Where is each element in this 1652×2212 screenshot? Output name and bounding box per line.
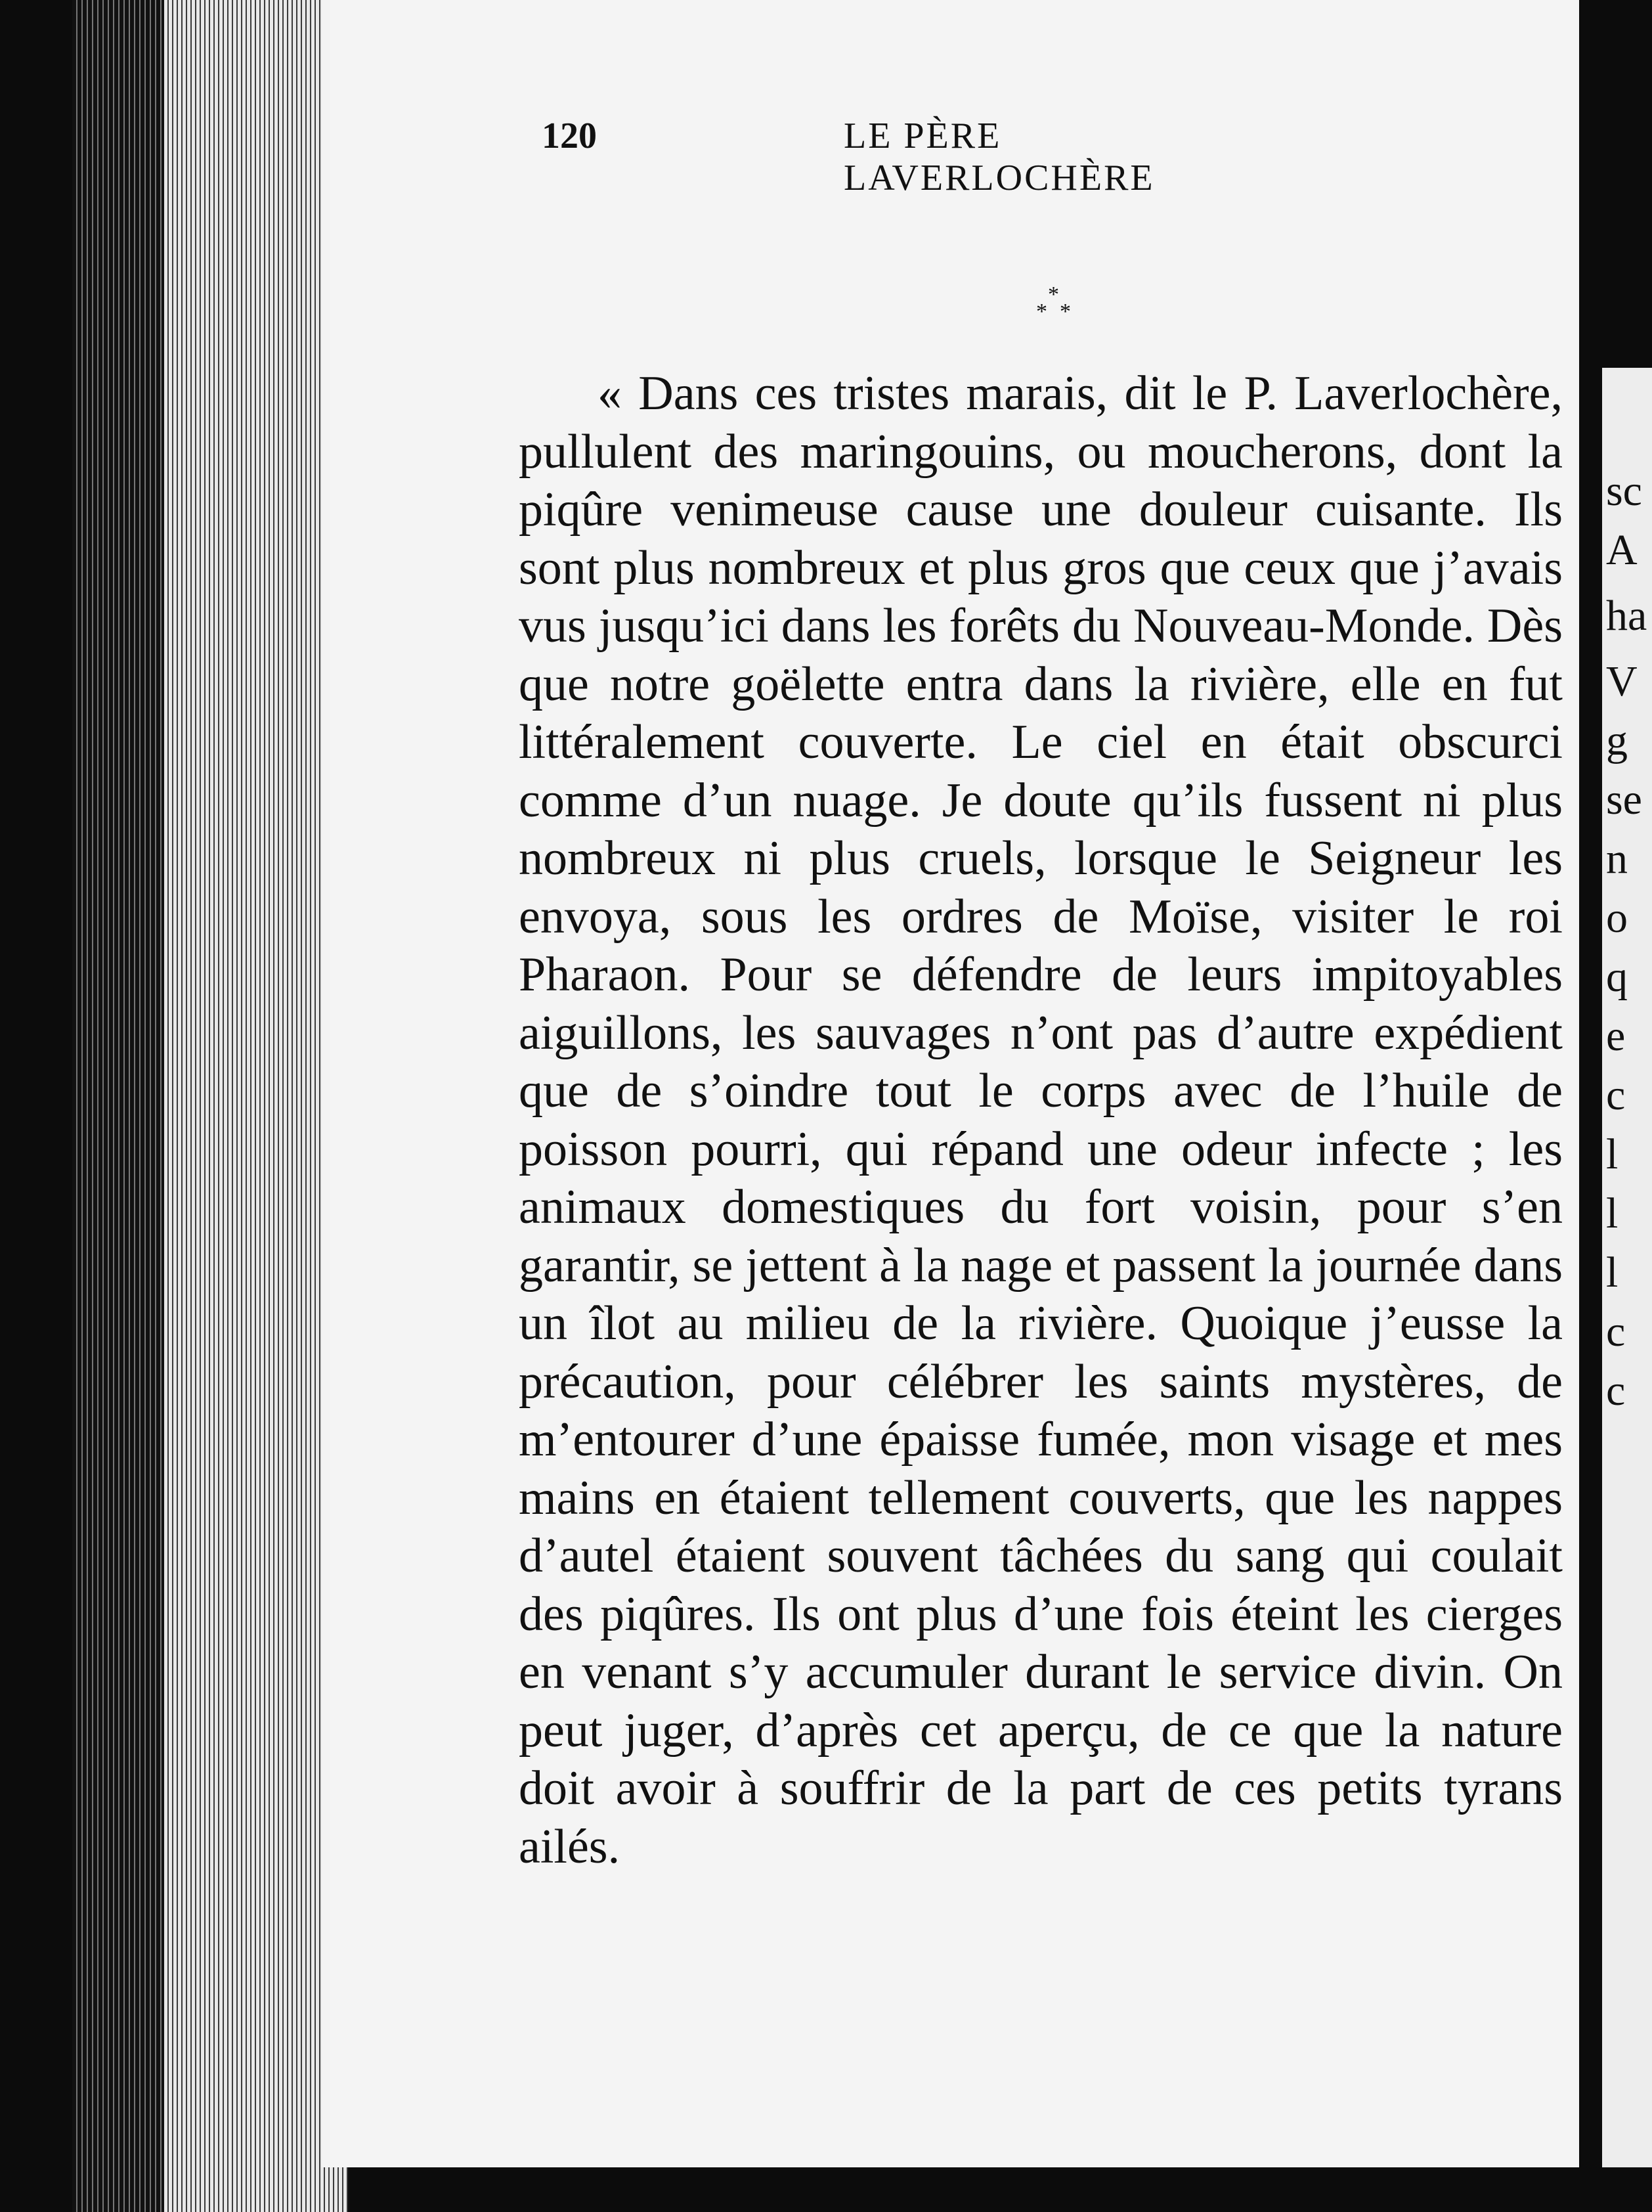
facing-fragment: c	[1606, 1071, 1626, 1119]
facing-fragment: e	[1606, 1012, 1626, 1060]
facing-page-edge	[1602, 368, 1652, 2167]
facing-fragment: n	[1606, 835, 1628, 883]
facing-fragment: ha	[1606, 592, 1647, 640]
facing-fragment: l	[1606, 1130, 1619, 1178]
body-text	[519, 365, 1563, 1876]
facing-fragment: l	[1606, 1249, 1619, 1296]
facing-fragment: A	[1606, 526, 1638, 574]
facing-fragment: sc	[1606, 467, 1642, 515]
asterism-separator	[1031, 282, 1077, 328]
asterism-star: *	[1036, 299, 1047, 324]
facing-fragment: q	[1606, 953, 1628, 1001]
asterism-star: *	[1048, 282, 1059, 307]
paragraph: « Dans ces tristes marais, dit le P. Laverlochère, pullulent des maringouins, ou moucherons, dont la piqûre venimeuse cause une douleur cuisante. Ils sont plus nombreux et plus gros que ceux que j’avais vus jusqu’ici dans les forêts du Nouveau-Monde. Dès que notre goëlette entra dans la rivière, elle en fut littéralement couverte. Le ciel en était obscurci comme d’un nuage. Je doute qu’ils fussent ni plus nombreux ni plus cruels, lorsque le Seigneur les envoya, sous les ordres de Moïse, visiter le roi Pharaon. Pour se défendre de leurs impitoyables aiguillons, les sauvages n’ont pas d’autre expédient que de s’oindre tout le corps avec de l’huile de poisson pourri, qui répand une odeur infecte ; les animaux domestiques du fort voisin, pour s’en garantir, se jettent à la nage et passent la journée dans un îlot au milieu de la rivière. Quoique j’eusse la précaution, pour célébrer les saints mystères, de m’entourer d’une épaisse fumée, mon visage et mes mains en étaient tellement couverts, que les nappes d’autel étaient souvent tâchées du sang qui coulait des piqûres. Ils ont plus d’une fois éteint les cierges en venant s’y accumuler durant le service divin. On peut juger, d’après cet aperçu, de ce que la nature doit avoir à souffrir de la part de ces petits tyrans ailés.	[519, 366, 1563, 1874]
book-spine-shadow	[72, 0, 164, 2212]
page-header	[542, 115, 1277, 198]
facing-fragment: g	[1606, 717, 1628, 764]
facing-fragment: se	[1606, 776, 1642, 824]
facing-fragment: o	[1606, 894, 1628, 942]
facing-fragment: c	[1606, 1308, 1626, 1356]
facing-fragment: V	[1606, 657, 1638, 705]
facing-fragment: l	[1606, 1189, 1619, 1237]
facing-fragment: c	[1606, 1367, 1626, 1415]
page-number: 120	[542, 116, 597, 156]
asterism-star: *	[1060, 299, 1071, 324]
running-title: LE PÈRE LAVERLOCHÈRE	[844, 116, 1155, 198]
